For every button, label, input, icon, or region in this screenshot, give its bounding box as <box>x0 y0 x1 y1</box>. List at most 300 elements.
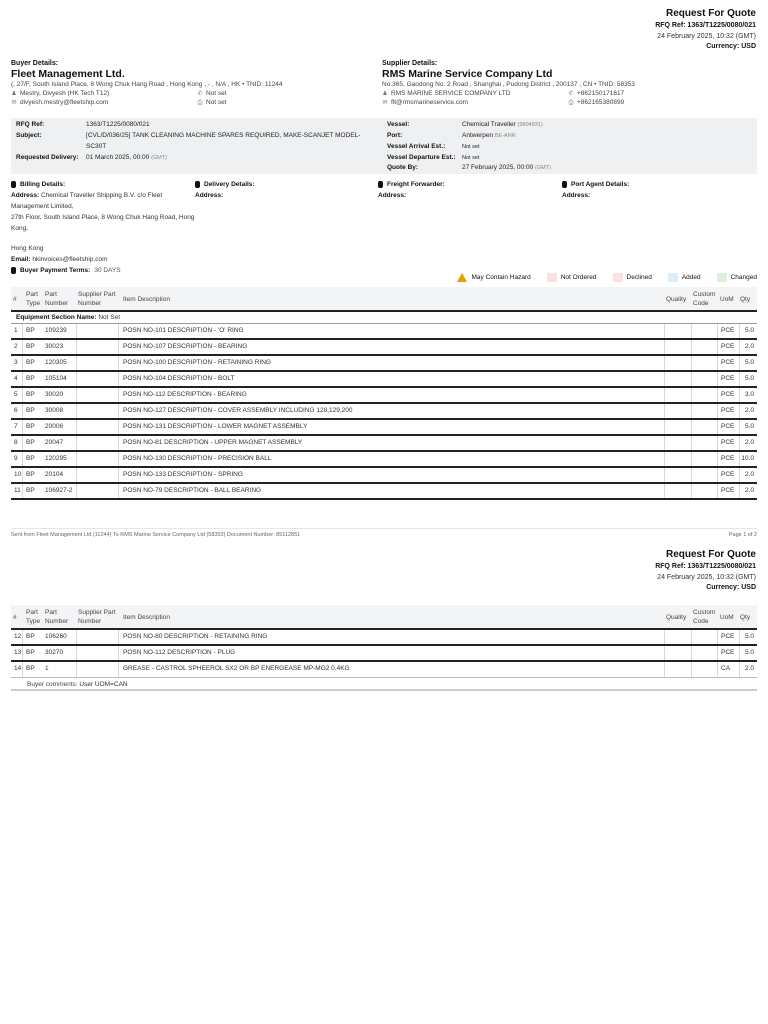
port-agent-details <box>562 179 752 201</box>
supplier-address: No.365, Gaodong No. 2 Road , Shanghai , Pudong District , 200137 , CN • TNID: 58353 <box>382 81 635 88</box>
column-gridline <box>22 356 23 370</box>
delivery-details <box>195 179 375 201</box>
legend-added: Added <box>681 274 701 281</box>
col-part-number-2: Number <box>45 300 69 307</box>
row-description: POSN NO-127 DESCRIPTION - COVER ASSEMBLY INCLUDING 128,129,200 <box>123 407 353 414</box>
column-gridline <box>739 452 740 466</box>
items-table-page2 <box>11 605 757 691</box>
column-gridline <box>717 388 718 402</box>
column-gridline <box>22 372 23 386</box>
row-qty: 2.0 <box>744 407 754 414</box>
freight-forwarder <box>378 179 558 201</box>
column-gridline <box>717 420 718 434</box>
equipment-section-row <box>11 312 757 324</box>
column-gridline <box>664 630 665 644</box>
rfq-title: Request For Quote <box>665 8 756 19</box>
column-gridline <box>664 340 665 354</box>
column-gridline <box>717 662 718 677</box>
column-gridline <box>76 340 77 354</box>
row-part-type: BP <box>26 423 35 430</box>
row-description: POSN NO-101 DESCRIPTION - 'O' RING <box>123 327 244 334</box>
rfq-currency: Currency: USD <box>706 43 756 50</box>
row-number: 7 <box>14 423 18 430</box>
subject-value-line2: SC30T <box>86 143 107 150</box>
row-qty: 2.0 <box>744 343 754 350</box>
row-part-type: BP <box>26 327 35 334</box>
column-gridline <box>691 484 692 498</box>
row-qty: 2.0 <box>744 487 754 494</box>
row-description: POSN NO-131 DESCRIPTION - LOWER MAGNET ASSEMBLY <box>123 423 308 430</box>
column-gridline <box>717 340 718 354</box>
location-pin-icon <box>378 181 383 188</box>
arrival-label: Vessel Arrival Est.: <box>387 143 446 150</box>
row-qty: 2.0 <box>744 665 754 672</box>
column-gridline <box>739 646 740 660</box>
buyer-name: Fleet Management Ltd. <box>11 68 125 80</box>
row-description: POSN NO-112 DESCRIPTION - BEARING <box>123 391 247 398</box>
vessel-imo: (9804831) <box>517 122 543 128</box>
buyer-phone: Not set <box>206 90 227 97</box>
column-gridline <box>76 436 77 450</box>
row-number: 11 <box>14 487 21 494</box>
billing-address-label: Address: <box>11 192 40 199</box>
legend-not-ordered: Not Ordered <box>560 274 597 281</box>
buyer-comments-value: User UOM=CAN <box>79 681 128 688</box>
col-supplier-part-1: Supplier Part <box>78 609 116 616</box>
column-gridline <box>691 662 692 677</box>
col-description: Item Description <box>123 296 170 303</box>
row-part-number: 106927-2 <box>45 487 73 494</box>
row-part-type: BP <box>26 375 35 382</box>
column-gridline <box>717 484 718 498</box>
row-part-number: 30008 <box>45 407 64 414</box>
rfq-ref-value: 1363/T1225/0080/021 <box>86 121 150 128</box>
row-number: 13 <box>14 649 22 656</box>
buyer-comments-label: Buyer comments: <box>27 681 78 688</box>
legend-declined: Declined <box>626 274 652 281</box>
rfq-details-box <box>11 118 757 174</box>
supplier-contact: RMS MARINE SERVICE COMPANY LTD <box>391 90 511 97</box>
col-part-number-1: Part <box>45 291 57 298</box>
column-gridline <box>118 388 119 402</box>
table-row <box>11 646 757 662</box>
arrival-value: Not set <box>462 144 480 150</box>
column-gridline <box>739 484 740 498</box>
port-value: Antwerpen <box>462 132 494 139</box>
table-row <box>11 420 757 436</box>
column-gridline <box>691 388 692 402</box>
col-supplier-part-1: Supplier Part <box>78 291 116 298</box>
row-uom: PCE <box>721 407 735 414</box>
column-gridline <box>717 324 718 338</box>
billing-address-line1: Chemical Traveller Shipping B.V. c/o Fleet <box>41 192 163 199</box>
location-pin-icon <box>11 181 16 188</box>
col-custom-2: Code <box>693 300 709 307</box>
column-gridline <box>739 340 740 354</box>
billing-head: Billing Details: <box>20 181 66 188</box>
col-supplier-part-2: Number <box>78 300 102 307</box>
column-gridline <box>691 468 692 482</box>
column-gridline <box>76 484 77 498</box>
rfq-header <box>655 6 756 53</box>
row-part-number: 106260 <box>45 633 67 640</box>
rfq-date: 24 February 2025, 10:32 (GMT) <box>657 573 756 581</box>
port-agent-head: Port Agent Details: <box>571 181 630 188</box>
column-gridline <box>739 356 740 370</box>
status-legend <box>457 273 757 282</box>
subject-label: Subject: <box>16 132 42 139</box>
table-header <box>11 605 757 630</box>
supplier-email[interactable]: flt@rmsmarineservice.com <box>391 99 469 106</box>
row-qty: 3.0 <box>744 391 754 398</box>
quote-by-value: 27 February 2025, 00:00 <box>462 164 534 171</box>
column-gridline <box>76 420 77 434</box>
equipment-section-label: Equipment Section Name: <box>16 314 97 321</box>
col-part-type-1: Part <box>26 291 38 298</box>
column-gridline <box>739 324 740 338</box>
column-gridline <box>664 388 665 402</box>
row-description: POSN NO-133 DESCRIPTION - SPRING <box>123 471 243 478</box>
column-gridline <box>691 372 692 386</box>
table-header <box>11 287 757 312</box>
row-part-number: 20006 <box>45 423 64 430</box>
buyer-contact: Mestry, Divyesh (HK Tech T12) <box>20 90 110 97</box>
col-supplier-part-2: Number <box>78 618 102 625</box>
column-gridline <box>118 662 119 677</box>
column-gridline <box>76 452 77 466</box>
column-gridline <box>22 646 23 660</box>
row-description: POSN NO-112 DESCRIPTION - PLUG <box>123 649 236 656</box>
row-uom: PCE <box>721 471 735 478</box>
column-gridline <box>76 372 77 386</box>
envelope-icon: ✉ <box>11 99 17 106</box>
buyer-payment-terms-value: 30 DAYS <box>94 267 121 274</box>
supplier-details <box>382 60 754 106</box>
column-gridline <box>664 372 665 386</box>
column-gridline <box>717 452 718 466</box>
column-gridline <box>691 452 692 466</box>
equipment-section-value: Not Set <box>98 314 121 321</box>
buyer-fax: Not set <box>206 99 227 106</box>
column-gridline <box>76 324 77 338</box>
column-gridline <box>739 436 740 450</box>
row-uom: PCE <box>721 455 735 462</box>
table-row <box>11 662 757 678</box>
table-row <box>11 340 757 356</box>
row-part-number: 30023 <box>45 343 64 350</box>
row-qty: 5.0 <box>744 649 754 656</box>
table-row <box>11 630 757 646</box>
column-gridline <box>717 404 718 418</box>
billing-address-line3: 27th Floor, South Island Place, 8 Wong Chuk Hang Road, Hong <box>11 214 195 221</box>
rfq-header-page2 <box>655 547 756 594</box>
row-part-type: BP <box>26 439 35 446</box>
column-gridline <box>118 452 119 466</box>
supplier-name: RMS Marine Service Company Ltd <box>382 68 553 80</box>
row-qty: 10.0 <box>741 455 754 462</box>
column-gridline <box>76 468 77 482</box>
requested-delivery-label: Requested Delivery: <box>16 154 79 161</box>
row-part-type: BP <box>26 391 35 398</box>
column-gridline <box>664 662 665 677</box>
column-gridline <box>118 420 119 434</box>
column-gridline <box>691 646 692 660</box>
column-gridline <box>691 340 692 354</box>
col-uom: UoM <box>720 296 734 303</box>
person-icon: ♟ <box>382 90 388 97</box>
table-row <box>11 452 757 468</box>
row-part-number: 109239 <box>45 327 67 334</box>
buyer-address: (, 27/F, South Island Place, 8 Wong Chuk Hang Road , Hong Kong , - , N/A , HK • TNID: 11244 <box>11 81 283 88</box>
row-number: 10 <box>14 471 22 478</box>
row-qty: 5.0 <box>744 375 754 382</box>
column-gridline <box>22 452 23 466</box>
column-gridline <box>118 356 119 370</box>
column-gridline <box>691 404 692 418</box>
table-row <box>11 468 757 484</box>
row-part-type: BP <box>26 471 35 478</box>
row-uom: PCE <box>721 649 735 656</box>
not-ordered-swatch <box>547 273 557 282</box>
buyer-comments-row <box>11 678 757 691</box>
column-gridline <box>691 436 692 450</box>
column-gridline <box>76 646 77 660</box>
row-uom: PCE <box>721 359 735 366</box>
row-number: 9 <box>14 455 18 462</box>
supplier-fax: +862165380899 <box>577 99 625 106</box>
row-number: 4 <box>14 375 18 382</box>
column-gridline <box>664 646 665 660</box>
billing-email-value[interactable]: hkinvoices@fleetship.com <box>32 256 108 263</box>
row-part-number: 120295 <box>45 455 67 462</box>
legend-hazard: May Contain Hazard <box>471 274 531 281</box>
column-gridline <box>22 436 23 450</box>
phone-icon: ✆ <box>197 90 203 97</box>
row-qty: 2.0 <box>744 471 754 478</box>
table-row <box>11 404 757 420</box>
column-gridline <box>22 324 23 338</box>
column-gridline <box>664 324 665 338</box>
phone-icon: ✆ <box>568 90 574 97</box>
row-description: POSN NO-107 DESCRIPTION - BEARING <box>123 343 248 350</box>
column-gridline <box>739 662 740 677</box>
column-gridline <box>739 468 740 482</box>
port-agent-address-label: Address: <box>562 192 591 199</box>
location-pin-icon <box>562 181 567 188</box>
column-gridline <box>717 646 718 660</box>
billing-address-line2: Management Limited, <box>11 203 74 210</box>
row-part-type: BP <box>26 649 35 656</box>
row-uom: PCE <box>721 343 735 350</box>
column-gridline <box>739 420 740 434</box>
column-gridline <box>664 452 665 466</box>
column-gridline <box>739 388 740 402</box>
row-uom: PCE <box>721 633 735 640</box>
column-gridline <box>739 630 740 644</box>
row-qty: 5.0 <box>744 633 754 640</box>
port-code: BE-ANR <box>494 133 516 139</box>
column-gridline <box>22 388 23 402</box>
fax-icon: ⎙ <box>568 99 574 106</box>
row-part-type: BP <box>26 359 35 366</box>
col-description: Item Description <box>123 614 170 621</box>
location-pin-icon <box>195 181 200 188</box>
row-description: POSN NO-130 DESCRIPTION - PRECISION BALL <box>123 455 272 462</box>
column-gridline <box>76 630 77 644</box>
hazard-warning-icon <box>457 273 467 282</box>
freight-address-label: Address: <box>378 192 407 199</box>
row-description: GREASE - CASTROL SPHEEROL SX2 OR BP ENERGEASE MP-MG2 0.4KG <box>123 665 350 672</box>
departure-label: Vessel Departure Est.: <box>387 154 456 161</box>
row-part-number: 20047 <box>45 439 64 446</box>
col-part-number-2: Number <box>45 618 69 625</box>
billing-details <box>11 179 196 276</box>
column-gridline <box>118 630 119 644</box>
column-gridline <box>664 356 665 370</box>
row-qty: 2.0 <box>744 439 754 446</box>
column-gridline <box>118 404 119 418</box>
column-gridline <box>76 356 77 370</box>
supplier-phone: +862150171617 <box>577 90 625 97</box>
rfq-currency: Currency: USD <box>706 584 756 591</box>
row-description: POSN NO-81 DESCRIPTION - UPPER MAGNET ASSEMBLY <box>123 439 303 446</box>
column-gridline <box>717 630 718 644</box>
column-gridline <box>22 468 23 482</box>
table-row <box>11 484 757 500</box>
col-custom-1: Custom <box>693 291 716 298</box>
column-gridline <box>691 420 692 434</box>
delivery-address-label: Address: <box>195 192 224 199</box>
row-part-type: BP <box>26 487 35 494</box>
column-gridline <box>22 420 23 434</box>
col-qty: Qty <box>740 614 751 621</box>
envelope-icon: ✉ <box>382 99 388 106</box>
column-gridline <box>22 404 23 418</box>
fax-icon: ⎙ <box>197 99 203 106</box>
row-number: 3 <box>14 359 18 366</box>
column-gridline <box>691 356 692 370</box>
row-uom: PCE <box>721 375 735 382</box>
column-gridline <box>22 340 23 354</box>
table-row <box>11 436 757 452</box>
table-row <box>11 324 757 340</box>
col-uom: UoM <box>720 614 734 621</box>
row-part-number: 30270 <box>45 649 64 656</box>
col-quality: Quality <box>666 614 687 621</box>
column-gridline <box>118 646 119 660</box>
row-qty: 5.0 <box>744 359 754 366</box>
rfq-title: Request For Quote <box>665 549 756 560</box>
billing-address-line4: Kong, <box>11 225 28 232</box>
row-description: POSN NO-80 DESCRIPTION - RETAINING RING <box>123 633 268 640</box>
rfq-date: 24 February 2025, 10:32 (GMT) <box>657 32 756 40</box>
row-part-type: BP <box>26 343 35 350</box>
rfq-ref: RFQ Ref: 1363/T1225/0080/021 <box>655 563 756 570</box>
table-row <box>11 372 757 388</box>
row-part-number: 120305 <box>45 359 67 366</box>
column-gridline <box>664 484 665 498</box>
column-gridline <box>691 630 692 644</box>
column-gridline <box>691 324 692 338</box>
rfq-ref-label: RFQ Ref: <box>16 121 45 128</box>
row-description: POSN NO-100 DESCRIPTION - RETAINING RING <box>123 359 271 366</box>
freight-head: Freight Forwarder: <box>387 181 445 188</box>
column-gridline <box>739 404 740 418</box>
row-part-type: BP <box>26 455 35 462</box>
col-part-type-1: Part <box>26 609 38 616</box>
departure-value: Not set <box>462 155 480 161</box>
row-part-number: 30020 <box>45 391 64 398</box>
row-part-type: BP <box>26 407 35 414</box>
rfq-ref: RFQ Ref: 1363/T1225/0080/021 <box>655 22 756 29</box>
quote-by-label: Quote By: <box>387 164 419 171</box>
page-footer <box>11 528 757 538</box>
added-swatch <box>668 273 678 282</box>
location-pin-icon <box>11 267 16 274</box>
delivery-head: Delivery Details: <box>204 181 255 188</box>
row-number: 6 <box>14 407 18 414</box>
column-gridline <box>664 436 665 450</box>
row-part-type: BP <box>26 633 35 640</box>
row-description: POSN NO-104 DESCRIPTION - BOLT <box>123 375 235 382</box>
col-custom-1: Custom <box>693 609 716 616</box>
row-uom: PCE <box>721 439 735 446</box>
row-part-number: 105104 <box>45 375 67 382</box>
supplier-label: Supplier Details: <box>382 60 438 67</box>
row-part-number: 20104 <box>45 471 64 478</box>
column-gridline <box>118 372 119 386</box>
buyer-details <box>11 60 383 106</box>
row-qty: 5.0 <box>744 327 754 334</box>
column-gridline <box>76 404 77 418</box>
buyer-label: Buyer Details: <box>11 60 59 67</box>
buyer-payment-terms-label: Buyer Payment Terms: <box>20 267 91 274</box>
column-gridline <box>22 630 23 644</box>
column-gridline <box>717 356 718 370</box>
page-number: Page 1 of 2 <box>728 532 757 538</box>
col-part-type-2: Type <box>26 300 41 307</box>
port-label: Port: <box>387 132 403 139</box>
row-number: 12 <box>14 633 22 640</box>
requested-delivery-value: 01 March 2025, 00:00 <box>86 154 150 161</box>
column-gridline <box>76 388 77 402</box>
table-row <box>11 356 757 372</box>
column-gridline <box>664 404 665 418</box>
row-uom: PCE <box>721 423 735 430</box>
vessel-label: Vessel: <box>387 121 410 128</box>
row-part-number: 1 <box>45 665 49 672</box>
row-part-type: BP <box>26 665 35 672</box>
column-gridline <box>717 372 718 386</box>
row-uom: PCE <box>721 487 735 494</box>
row-number: 14 <box>14 665 22 672</box>
buyer-email[interactable]: divyesh.mestry@fleetship.com <box>20 99 109 106</box>
subject-value-line1: [CVL/D/036/25] TANK CLEANING MACHINE SPARES REQUIRED, MAKE-SCANJET MODEL- <box>86 132 361 139</box>
changed-swatch <box>717 273 727 282</box>
row-number: 5 <box>14 391 18 398</box>
col-num: # <box>13 614 17 621</box>
column-gridline <box>118 340 119 354</box>
col-quality: Quality <box>666 296 687 303</box>
column-gridline <box>664 420 665 434</box>
person-icon: ♟ <box>11 90 17 97</box>
row-number: 8 <box>14 439 18 446</box>
row-number: 2 <box>14 343 18 350</box>
col-part-type-2: Type <box>26 618 41 625</box>
column-gridline <box>118 324 119 338</box>
table-row <box>11 388 757 404</box>
row-qty: 5.0 <box>744 423 754 430</box>
